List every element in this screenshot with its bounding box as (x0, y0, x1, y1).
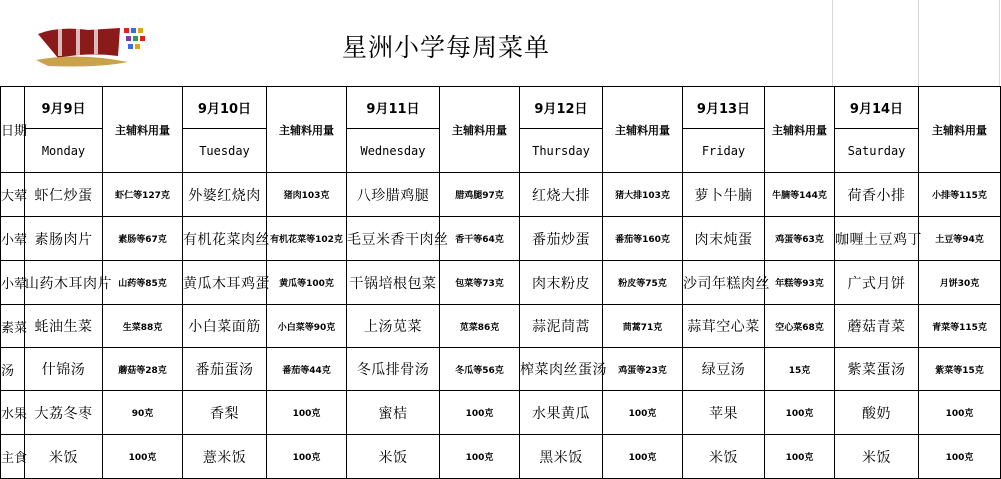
row-label: 小荤 (1, 217, 25, 261)
dish-cell: 绿豆汤 (683, 348, 765, 391)
dish-cell: 番茄炒蛋 (520, 217, 603, 261)
dish-cell: 素肠肉片 (25, 217, 103, 261)
dish-cell: 黑米饭 (520, 435, 603, 479)
dish-cell: 蘑菇青菜 (835, 305, 919, 348)
qty-cell: 100克 (919, 435, 1001, 479)
dish-cell: 榨菜肉丝蛋汤 (520, 348, 603, 391)
qty-cell: 青菜等115克 (919, 305, 1001, 348)
school-logo-icon (28, 12, 168, 72)
qty-cell: 猪肉103克 (267, 173, 347, 217)
qty-cell: 100克 (765, 435, 835, 479)
dish-cell: 米饭 (835, 435, 919, 479)
qty-cell: 100克 (440, 435, 520, 479)
dish-cell: 有机花菜肉丝 (183, 217, 267, 261)
dish-cell: 荷香小排 (835, 173, 919, 217)
qty-cell: 香干等64克 (440, 217, 520, 261)
qty-header: 主辅料用量 (440, 87, 520, 173)
dish-cell: 冬瓜排骨汤 (347, 348, 440, 391)
qty-header: 主辅料用量 (603, 87, 683, 173)
dish-cell: 肉末炖蛋 (683, 217, 765, 261)
dish-cell: 上汤苋菜 (347, 305, 440, 348)
qty-cell: 空心菜68克 (765, 305, 835, 348)
qty-cell: 100克 (267, 435, 347, 479)
qty-cell: 腊鸡腿97克 (440, 173, 520, 217)
qty-cell: 100克 (103, 435, 183, 479)
weekly-menu-table (0, 86, 1001, 479)
qty-cell: 小白菜等90克 (267, 305, 347, 348)
qty-cell: 包菜等73克 (440, 261, 520, 305)
qty-cell: 素肠等67克 (103, 217, 183, 261)
dish-cell: 蚝油生菜 (25, 305, 103, 348)
qty-header: 主辅料用量 (765, 87, 835, 173)
dish-cell: 肉末粉皮 (520, 261, 603, 305)
dish-cell: 山药木耳肉片 (25, 261, 103, 305)
qty-cell: 猪大排103克 (603, 173, 683, 217)
qty-cell: 鸡蛋等23克 (603, 348, 683, 391)
row-label: 大荤 (1, 173, 25, 217)
row-label: 素菜 (1, 305, 25, 348)
dish-cell: 薏米饭 (183, 435, 267, 479)
qty-cell: 有机花菜等102克 (267, 217, 347, 261)
day-weekday: Tuesday (183, 129, 267, 173)
qty-cell: 牛腩等144克 (765, 173, 835, 217)
dish-cell: 虾仁炒蛋 (25, 173, 103, 217)
dish-cell: 香梨 (183, 391, 267, 435)
qty-header: 主辅料用量 (103, 87, 183, 173)
qty-cell: 番茄等160克 (603, 217, 683, 261)
qty-cell: 黄瓜等100克 (267, 261, 347, 305)
qty-cell: 紫菜等15克 (919, 348, 1001, 391)
dish-cell: 酸奶 (835, 391, 919, 435)
qty-cell: 15克 (765, 348, 835, 391)
qty-cell: 生菜88克 (103, 305, 183, 348)
dish-cell: 水果黄瓜 (520, 391, 603, 435)
dish-cell: 红烧大排 (520, 173, 603, 217)
qty-cell: 100克 (603, 435, 683, 479)
qty-cell: 山药等85克 (103, 261, 183, 305)
day-date: 9月9日 (25, 87, 103, 129)
dish-cell: 苹果 (683, 391, 765, 435)
qty-cell: 虾仁等127克 (103, 173, 183, 217)
qty-cell: 年糕等93克 (765, 261, 835, 305)
dish-cell: 毛豆米香干肉丝 (347, 217, 440, 261)
dish-cell: 小白菜面筋 (183, 305, 267, 348)
table-row (1, 391, 1001, 435)
dish-cell: 紫菜蛋汤 (835, 348, 919, 391)
qty-cell: 小排等115克 (919, 173, 1001, 217)
table-row (1, 173, 1001, 217)
row-label: 主食 (1, 435, 25, 479)
day-weekday: Friday (683, 129, 765, 173)
dish-cell: 咖喱土豆鸡丁 (835, 217, 919, 261)
day-weekday: Wednesday (347, 129, 440, 173)
qty-header: 主辅料用量 (267, 87, 347, 173)
table-row (1, 261, 1001, 305)
table-row (1, 305, 1001, 348)
dish-cell: 蜜桔 (347, 391, 440, 435)
dish-cell: 米饭 (347, 435, 440, 479)
dish-cell: 番茄蛋汤 (183, 348, 267, 391)
dish-cell: 八珍腊鸡腿 (347, 173, 440, 217)
day-date: 9月13日 (683, 87, 765, 129)
day-weekday: Monday (25, 129, 103, 173)
qty-cell: 100克 (765, 391, 835, 435)
day-date: 9月10日 (183, 87, 267, 129)
row-header-date: 日期 (1, 87, 25, 173)
qty-cell: 100克 (267, 391, 347, 435)
dish-cell: 广式月饼 (835, 261, 919, 305)
dish-cell: 黄瓜木耳鸡蛋 (183, 261, 267, 305)
row-label: 汤 (1, 348, 25, 391)
dish-cell: 沙司年糕肉丝 (683, 261, 765, 305)
qty-cell: 茼蒿71克 (603, 305, 683, 348)
qty-cell: 番茄等44克 (267, 348, 347, 391)
dish-cell: 米饭 (25, 435, 103, 479)
qty-cell: 100克 (919, 391, 1001, 435)
dish-cell: 萝卜牛腩 (683, 173, 765, 217)
row-label: 水果 (1, 391, 25, 435)
dish-cell: 大荔冬枣 (25, 391, 103, 435)
dish-cell: 蒜茸空心菜 (683, 305, 765, 348)
day-date: 9月14日 (835, 87, 919, 129)
dish-cell: 什锦汤 (25, 348, 103, 391)
qty-cell: 90克 (103, 391, 183, 435)
qty-cell: 苋菜86克 (440, 305, 520, 348)
qty-cell: 100克 (440, 391, 520, 435)
dish-cell: 干锅培根包菜 (347, 261, 440, 305)
day-weekday: Saturday (835, 129, 919, 173)
qty-header: 主辅料用量 (919, 87, 1001, 173)
qty-cell: 100克 (603, 391, 683, 435)
qty-cell: 蘑菇等28克 (103, 348, 183, 391)
dish-cell: 米饭 (683, 435, 765, 479)
day-weekday: Thursday (520, 129, 603, 173)
qty-cell: 月饼30克 (919, 261, 1001, 305)
day-date: 9月11日 (347, 87, 440, 129)
row-label: 小荤 (1, 261, 25, 305)
table-row (1, 348, 1001, 391)
dish-cell: 外婆红烧肉 (183, 173, 267, 217)
qty-cell: 粉皮等75克 (603, 261, 683, 305)
page-title: 星洲小学每周菜单 (342, 33, 551, 62)
qty-cell: 土豆等94克 (919, 217, 1001, 261)
day-date: 9月12日 (520, 87, 603, 129)
page-header (0, 0, 1000, 86)
qty-cell: 冬瓜等56克 (440, 348, 520, 391)
table-row (1, 435, 1001, 479)
qty-cell: 鸡蛋等63克 (765, 217, 835, 261)
table-row (1, 217, 1001, 261)
dish-cell: 蒜泥茼蒿 (520, 305, 603, 348)
